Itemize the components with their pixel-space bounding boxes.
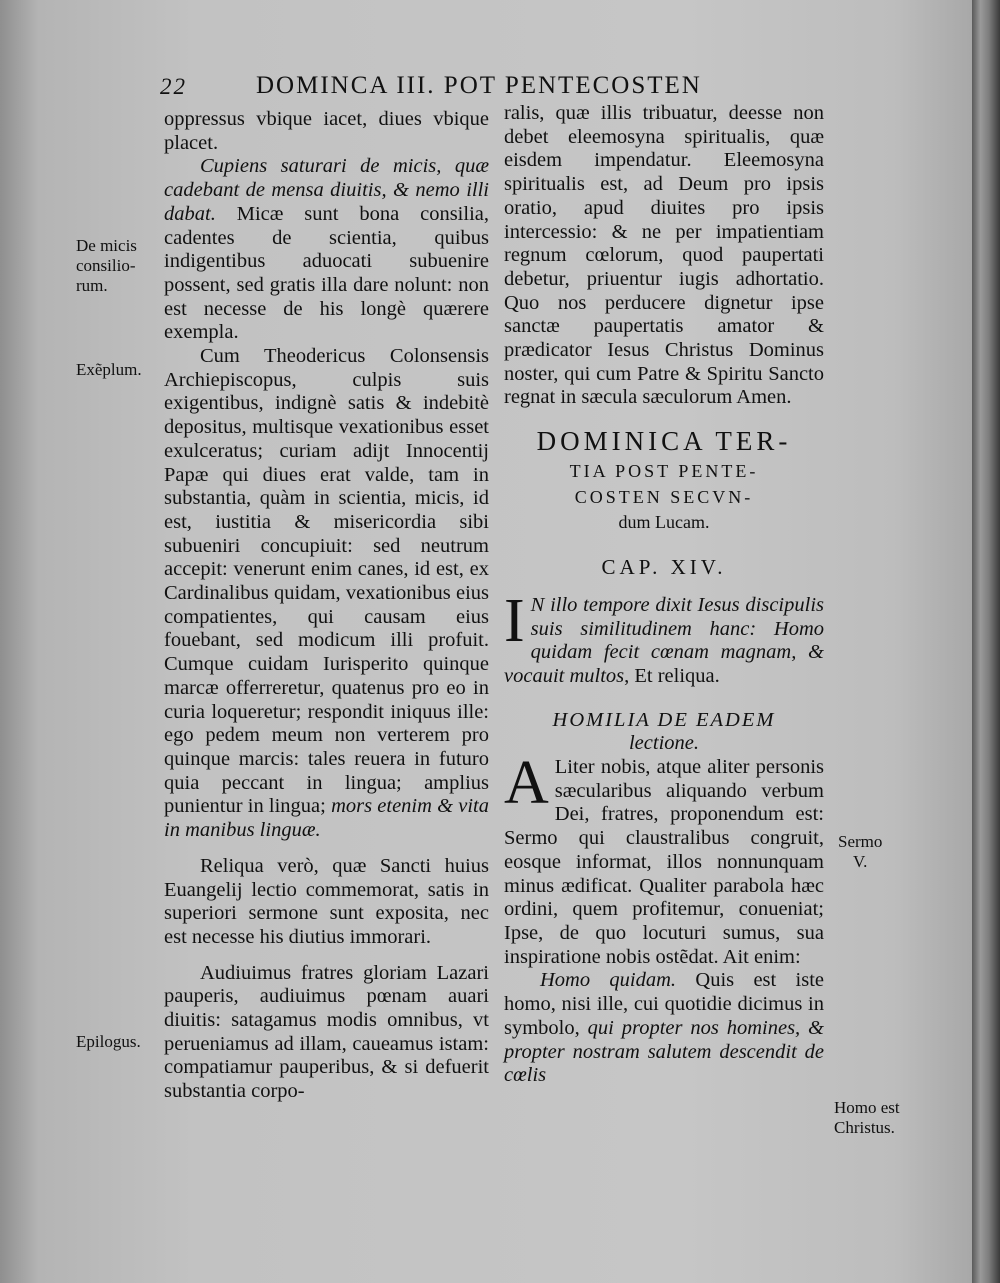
drop-cap-i: I	[504, 586, 525, 655]
drop-cap-a: A	[504, 749, 549, 818]
chapter-heading: CAP. XIV.	[601, 555, 727, 580]
title-line-2: TIA POST PENTE-	[569, 461, 759, 482]
gospel-rest: , Et reliqua.	[624, 664, 720, 687]
scripture-quote-2: mors etenim & vita in manibus linguæ.	[164, 795, 490, 842]
lemma: Homo quidam.	[540, 969, 677, 992]
left-paragraph-2	[164, 155, 489, 345]
margin-note-sermo	[838, 832, 882, 872]
left-paragraph-3	[164, 345, 489, 843]
gospel-paragraph	[504, 586, 824, 689]
gospel-text: N illo tempore dixit Iesus discipulis suis similitudinem hanc: Homo quidam fecit cœnam magnam, & vocauit multos	[504, 593, 824, 687]
margin-note-line: Homo est	[834, 1098, 900, 1117]
right-paragraph-1: ralis, quæ illis tribuatur, deesse non debet eleemosyna spiritualis, quæ eisdem impendatur. Eleemosyna spiritualis est, ad Deum pro ipsis oratio, apud diuites pro ipsis intercessio: & ne per impatientiam regnum cœlorum, quod paupertati debetur, priuentur iugis adhortatio. Quo nos perducere dignetur ipse sanctæ paupertatis amator & prædicator Iesus Christus Dominus noster, qui cum Patre & Spiritu Sancto regnat in sæcula sæculorum Amen.	[504, 102, 824, 409]
margin-note-de-micis	[76, 236, 137, 296]
right-column	[504, 102, 824, 1088]
title-line-3: COSTEN SECVN-	[574, 487, 754, 508]
left-column	[164, 108, 489, 1104]
sermon-text: Liter nobis, atque aliter personis sæcularibus aliquando verbum Dei, fratres, proponendum est: Sermo qui claustralibus congruit, eosque informat, illos nonnunquam minus ædificat. Qualiter parabola hæc ordini, quem profitemur, conueniat; Ipse, de quo locuturi sumus, sua inspiratione nobis ostẽdat. Ait enim:	[504, 756, 824, 968]
margin-note-line: Christus.	[834, 1118, 895, 1137]
margin-note-line: De micis	[76, 236, 137, 255]
left-paragraph-2-text: Micæ sunt bona consilia, cadentes de scientia, quibus indigentibus aduocati subuenire possent, sed gratis illa dare nolunt: non est necesse de his longè quærere exempla.	[164, 202, 489, 344]
page-header	[160, 72, 880, 106]
scripture-quote: Cupiens saturari de micis, quæ cadebant de mensa diuitis, & nemo illi dabat.	[164, 155, 489, 225]
margin-note-homo	[834, 1098, 900, 1138]
margin-note-exemplum: Exẽplum.	[76, 360, 142, 379]
page-number: 22	[160, 74, 187, 99]
margin-note-line: rum.	[76, 276, 108, 295]
left-paragraph-5: Audiuimus fratres gloriam Lazari pauperis, audiuimus pœnam auari diuitis: satagamus modis omnibus, vt perueniamus ad illam, caueamus istam: compatiamur pauperibus, & si defuerit substantia corpo-	[164, 961, 489, 1103]
creed-quote: qui propter nos homines, & propter nostram salutem descendit de cœlis	[504, 1016, 825, 1087]
margin-note-line: Sermo	[838, 832, 883, 851]
margin-note-line: consilio-	[76, 256, 136, 275]
homilia-heading	[504, 709, 824, 756]
section-title	[504, 424, 824, 534]
running-title: DOMINCA III. POT PENTECOSTEN	[256, 72, 702, 99]
left-paragraph-4: Reliqua verò, quæ Sancti huius Euangelij lectio commemorat, satis in superiori sermone sunt exposita, nec est necesse his diutius immorari.	[164, 854, 489, 948]
homilia-line-1: HOMILIA DE EADEM	[552, 708, 776, 731]
left-paragraph-3-text: Cum Theodericus Colonsensis Archiepiscopus, culpis suis exigentibus, indignè satis & indebitè depositus, multisque vexationibus esset exulceratus; curiam adijt Innocentij Papæ qui diues erat valde, tam in substantia, quàm in scientia, micis, id est, iustitia & misericordia sibi subueniri concupiuit: sed neutrum accepit: venerunt enim canes, id est, ex Cardinalibus quidam, vexationibus eius compatientes, qui causam eius fouebant, sed modicum illi profuit. Cumque cuidam Iurisperito quinque marcæ offerreretur, quatenus pro eo in curia loqueretur; respondit iniquus ille: ego pedem meum non verterem pro quinque marcis: tales reuera in futuro quia peccant in lingua; amplius punientur in lingua;	[164, 345, 489, 818]
margin-note-epilogus: Epilogus.	[76, 1032, 141, 1051]
title-line-1: DOMINICA TER-	[536, 426, 792, 457]
page-edge-shadow	[972, 0, 1000, 1283]
right-last-paragraph	[504, 969, 824, 1088]
title-line-4: dum Lucam.	[618, 512, 710, 533]
left-paragraph-1: oppressus vbique iacet, diues vbique placet.	[164, 108, 489, 154]
sermon-paragraph	[504, 749, 824, 969]
right-last-text: Quis est iste homo, nisi ille, cui quotidie dicimus in symbolo,	[504, 969, 825, 1039]
margin-note-line: V.	[853, 852, 868, 871]
homilia-line-2: lectione.	[628, 732, 699, 755]
